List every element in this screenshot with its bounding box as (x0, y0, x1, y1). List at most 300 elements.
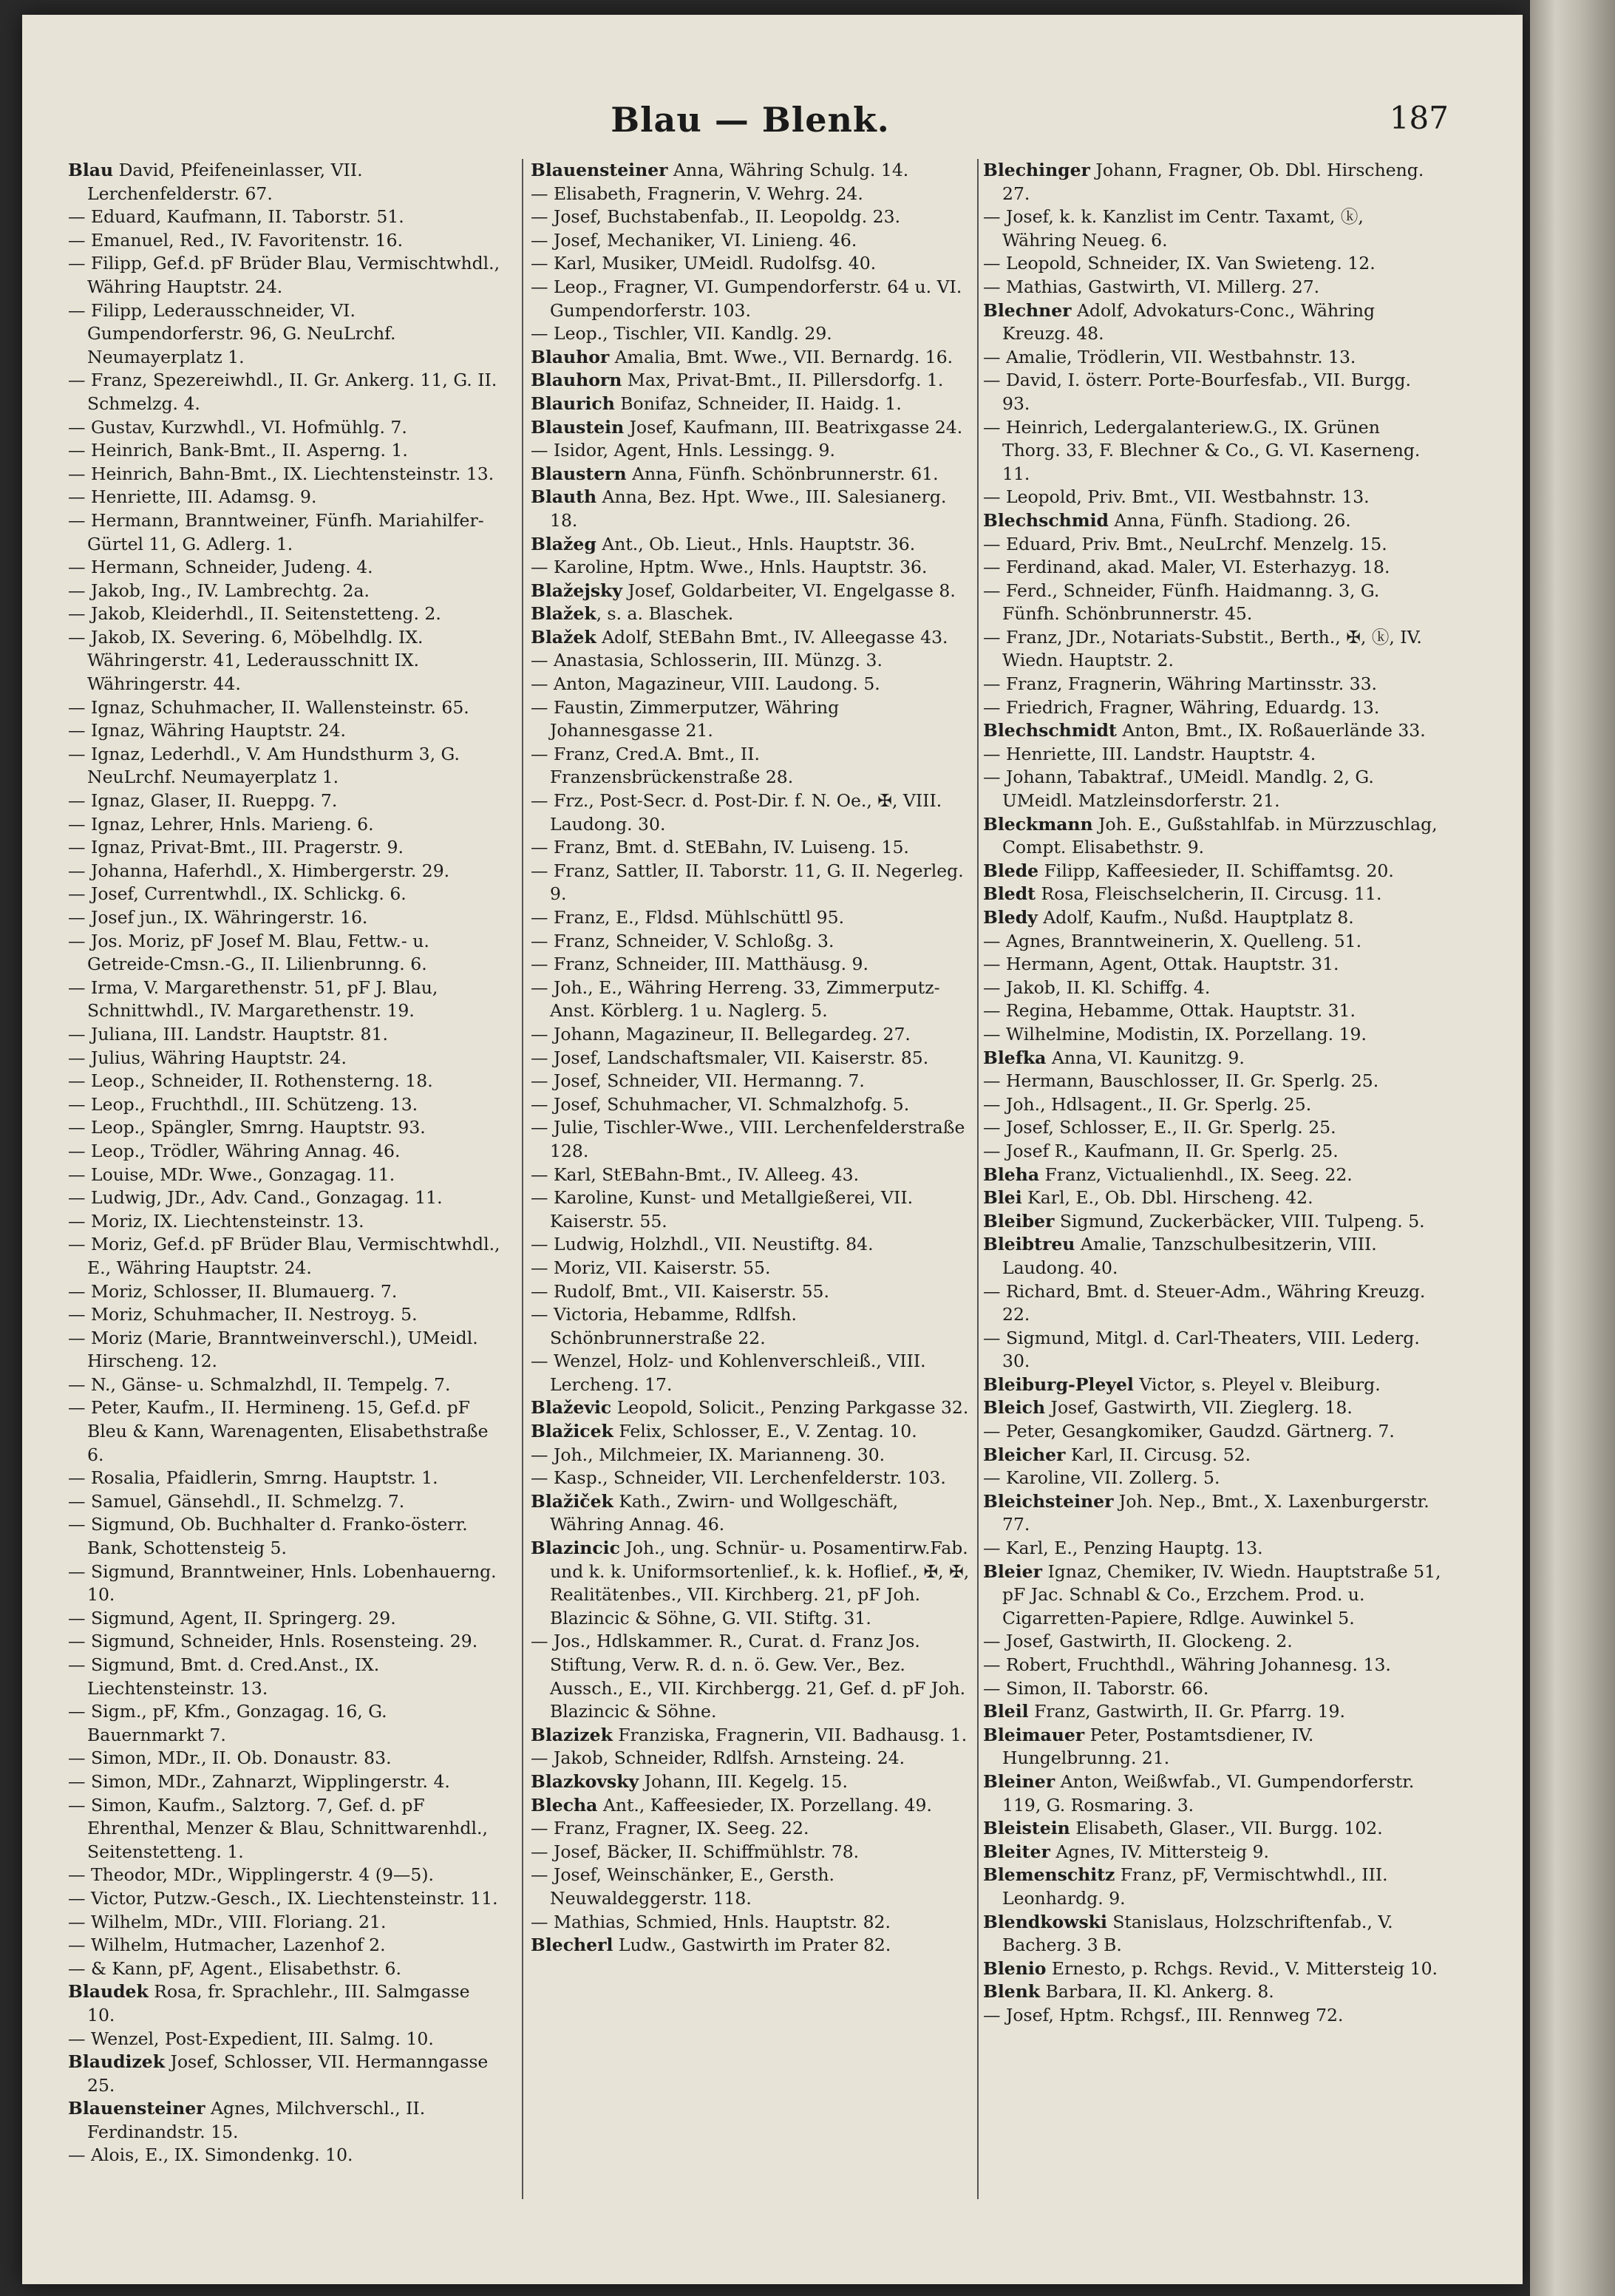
entry-text: — Hermann, Agent, Ottak. Hauptstr. 31. (983, 954, 1339, 975)
entry-text: Anton, Weißwfab., VI. Gumpendorferstr. 119, G. Rosmaring. 3. (1002, 1770, 1415, 1816)
directory-entry (68, 486, 503, 509)
directory-entry (531, 1444, 974, 1467)
directory-entry (68, 1093, 503, 1117)
directory-entry (983, 883, 1441, 906)
entry-surname: Blechschmidt (983, 720, 1117, 741)
entry-text: — Franz, E., Fldsd. Mühlschüttl 95. (531, 907, 845, 928)
entry-text: Franziska, Fragnerin, VII. Badhausg. 1. (612, 1724, 968, 1745)
entry-text: — Leopold, Schneider, IX. Van Swieteng. 12. (983, 253, 1376, 274)
directory-entry (531, 346, 974, 370)
entry-text: — Jakob, Kleiderhdl., II. Seitenstetteng. 2. (68, 603, 441, 625)
directory-entry (68, 1654, 503, 1700)
entry-text: — Franz, Spezereiwhdl., II. Gr. Ankerg. 11, G. II. Schmelzg. 4. (68, 370, 497, 414)
directory-entry (531, 836, 974, 860)
entry-text: — Josef, Schuhmacher, VI. Schmalzhofg. 5. (531, 1093, 910, 1115)
directory-entry (531, 486, 974, 532)
entry-text: , s. a. Blaschek. (596, 603, 734, 625)
entry-text: — Ignaz, Glaser, II. Rueppg. 7. (68, 790, 338, 812)
directory-entry (68, 602, 503, 626)
entry-text: Franz, pF, Vermischtwhdl., III. Leonhardg. 9. (1002, 1864, 1388, 1909)
directory-entry (531, 626, 974, 650)
directory-entry (983, 1093, 1441, 1117)
entry-text: — Karl, E., Penzing Hauptg. 13. (983, 1538, 1263, 1559)
entry-text: Johann, Fragner, Ob. Dbl. Hirscheng. 27. (1002, 160, 1424, 204)
directory-entry (983, 1396, 1441, 1420)
entry-text: — Agnes, Branntweinerin, X. Quelleng. 51. (983, 930, 1362, 951)
entry-text: — Leop., Tischler, VII. Kandlg. 29. (531, 323, 832, 344)
entry-text: Max, Privat-Bmt., II. Pillersdorfg. 1. (622, 370, 944, 391)
entry-surname: Bleier (983, 1560, 1043, 1582)
directory-entry (983, 1560, 1441, 1631)
entry-text: — Mathias, Gastwirth, VI. Millerg. 27. (983, 276, 1320, 297)
entry-text: David, Pfeifeneinlasser, VII. Lerchenfelderstr. 67. (87, 160, 363, 204)
entry-text: — Henriette, III. Adamsg. 9. (68, 486, 317, 508)
directory-entry (531, 369, 974, 393)
column-divider (522, 159, 523, 2199)
entry-text: — Frz., Post-Secr. d. Post-Dir. f. N. Oe., ✠, VIII. Laudong. 30. (531, 790, 942, 835)
entry-text: — Leop., Fruchthdl., III. Schützeng. 13. (68, 1093, 418, 1115)
entry-text: — Wilhelmine, Modistin, IX. Porzellang. 19. (983, 1023, 1367, 1045)
entry-text: — Josef, Schneider, VII. Hermanng. 7. (531, 1070, 865, 1092)
entry-text: — Julie, Tischler-Wwe., VIII. Lerchenfelderstraße 128. (531, 1117, 965, 1161)
directory-entry (983, 533, 1441, 557)
entry-text: — Richard, Bmt. d. Steuer-Adm., Währing Kreuzg. 22. (983, 1280, 1426, 1325)
entry-text: Adolf, StEBahn Bmt., IV. Alleegasse 43. (596, 626, 948, 648)
directory-entry (531, 649, 974, 673)
entry-text: — Louise, MDr. Wwe., Gonzagag. 11. (68, 1164, 395, 1185)
entry-text: — N., Gänse- u. Schmalzhdl, II. Tempelg. 7. (68, 1373, 451, 1395)
entry-text: Bonifaz, Schneider, II. Haidg. 1. (614, 393, 902, 414)
entry-text: Ant., Ob. Lieut., Hnls. Hauptstr. 36. (596, 533, 916, 554)
directory-entry (68, 416, 503, 440)
entry-text: — Sigmund, Schneider, Hnls. Rosensteing. 29. (68, 1631, 478, 1652)
entry-surname: Blažek (531, 626, 596, 648)
entry-text: — Karoline, VII. Zollerg. 5. (983, 1467, 1220, 1489)
directory-entry (531, 322, 974, 346)
directory-entry (68, 2144, 503, 2167)
directory-entry (983, 369, 1441, 415)
entry-text: — Rosalia, Pfaidlerin, Smrng. Hauptstr. 1. (68, 1467, 438, 1489)
entry-surname: Blechinger (983, 160, 1090, 180)
directory-entry (68, 1186, 503, 1210)
entry-text: — Ignaz, Währing Hauptstr. 24. (68, 720, 347, 741)
entry-surname: Blazkovsky (531, 1770, 639, 1792)
entry-text: Josef, Schlosser, VII. Hermanngasse 25. (87, 2051, 489, 2096)
entry-surname: Blauhor (531, 346, 610, 367)
directory-entry (983, 906, 1441, 930)
entry-text: — Moriz, Schlosser, II. Blumauerg. 7. (68, 1280, 398, 1302)
entry-text: — Moriz, IX. Liechtensteinstr. 13. (68, 1210, 364, 1232)
entry-text: — Ferd., Schneider, Fünfh. Haidmanng. 3, G. Fünfh. Schönbrunnerstr. 45. (983, 580, 1380, 625)
directory-entry (983, 1841, 1441, 1864)
entry-text: — Julius, Währing Hauptstr. 24. (68, 1047, 347, 1068)
entry-text: — Robert, Fruchthdl., Währing Johannesg. 13. (983, 1654, 1391, 1675)
entry-text: — Moriz, Schuhmacher, II. Nestroyg. 5. (68, 1304, 418, 1325)
entry-text: Ernesto, p. Rchgs. Revid., V. Mittersteig 10. (1046, 1957, 1438, 1979)
directory-entry (983, 299, 1441, 346)
directory-entry (68, 743, 503, 789)
entry-text: — Joh., E., Währing Herreng. 33, Zimmerputz-Anst. Körblerg. 1 u. Naglerg. 5. (531, 977, 940, 1022)
directory-entry (68, 509, 503, 556)
entry-text: — Alois, E., IX. Simondenkg. 10. (68, 2144, 353, 2166)
entry-text: — Karoline, Kunst- und Metallgießerei, VII. Kaiserstr. 55. (531, 1187, 914, 1232)
directory-entry (68, 1864, 503, 1887)
entry-surname: Bleiburg-Pleyel (983, 1373, 1134, 1395)
directory-entry (983, 1070, 1441, 1093)
entry-text: — Franz, Sattler, II. Taborstr. 11, G. II. Negerleg. 9. (531, 860, 964, 905)
entry-surname: Blau (68, 160, 114, 180)
entry-text: — Elisabeth, Fragnerin, V. Wehrg. 24. (531, 183, 863, 204)
entry-text: Josef, Kaufmann, III. Beatrixgasse 24. (624, 416, 963, 438)
entry-text: Filipp, Kaffeesieder, II. Schiffamtsg. 20. (1038, 860, 1394, 881)
entry-text: — Josef jun., IX. Währingerstr. 16. (68, 907, 368, 928)
entry-text: — Isidor, Agent, Hnls. Lessingg. 9. (531, 440, 835, 461)
entry-text: — Filipp, Gef.d. pF Brüder Blau, Vermischtwhdl., Währing Hauptstr. 24. (68, 253, 500, 297)
entry-text: Agnes, IV. Mittersteig 9. (1050, 1841, 1269, 1862)
entry-text: — Karoline, Hptm. Wwe., Hnls. Hauptstr. 36. (531, 557, 928, 578)
directory-entry (68, 696, 503, 720)
entry-text: — Filipp, Lederausschneider, VI. Gumpendorferstr. 96, G. NeuLrchf. Neumayerplatz 1. (68, 299, 396, 367)
directory-entry (983, 813, 1441, 860)
entry-surname: Blechschmid (983, 509, 1109, 531)
directory-entry (531, 1303, 974, 1350)
entry-surname: Blecha (531, 1794, 598, 1816)
entry-text: Adolf, Kaufm., Nußd. Hauptplatz 8. (1037, 907, 1354, 928)
directory-entry (983, 1980, 1441, 2004)
entry-text: — Leop., Schneider, II. Rothensterng. 18. (68, 1070, 433, 1092)
entry-text: — Kasp., Schneider, VII. Lerchenfelderstr. 103. (531, 1467, 946, 1489)
entry-text: Anton, Bmt., IX. Roßauerlände 33. (1116, 720, 1426, 741)
directory-entry (983, 977, 1441, 1000)
entry-text: — Josef, Bäcker, II. Schiffmühlstr. 78. (531, 1841, 860, 1862)
entry-text: — Karl, Musiker, UMeidl. Rudolfsg. 40. (531, 253, 877, 274)
entry-text: — David, I. österr. Porte-Bourfesfab., VII. Burgg. 93. (983, 370, 1412, 414)
directory-entry (68, 1770, 503, 1794)
directory-entry (68, 1887, 503, 1911)
entry-text: — Sigmund, Branntweiner, Hnls. Lobenhauerng. 10. (68, 1560, 497, 1606)
entry-text: — Franz, Fragner, IX. Seeg. 22. (531, 1818, 809, 1839)
directory-entry (68, 906, 503, 930)
directory-entry (983, 486, 1441, 509)
directory-entry (531, 183, 974, 206)
entry-text: — Faustin, Zimmerputzer, Währing Johannesgasse 21. (531, 696, 840, 741)
entry-text: — Peter, Gesangkomiker, Gaudzd. Gärtnerg. 7. (983, 1421, 1395, 1442)
directory-entry (68, 1747, 503, 1770)
directory-entry (68, 789, 503, 813)
directory-entry (531, 1233, 974, 1257)
directory-entry (983, 953, 1441, 977)
directory-entry (983, 1630, 1441, 1654)
entry-text: Felix, Schlosser, E., V. Zentag. 10. (613, 1421, 917, 1442)
entry-text: — Johann, Magazineur, II. Bellegardeg. 27. (531, 1023, 911, 1045)
directory-entry (68, 977, 503, 1023)
entry-text: — Ferdinand, akad. Maler, VI. Esterhazyg. 18. (983, 557, 1390, 578)
entry-text: Elisabeth, Glaser., VII. Burgg. 102. (1070, 1818, 1383, 1839)
entry-text: Anna, Währing Schulg. 14. (667, 160, 909, 180)
entry-text: — Joh., Hdlsagent., II. Gr. Sperlg. 25. (983, 1093, 1312, 1115)
entry-text: Amalia, Bmt. Wwe., VII. Bernardg. 16. (609, 346, 953, 367)
entry-surname: Blaudizek (68, 2051, 166, 2073)
entry-text: — Josef, Weinschänker, E., Gersth. Neuwaldeggerstr. 118. (531, 1864, 834, 1909)
directory-entry (531, 1047, 974, 1070)
entry-text: — Hermann, Bauschlosser, II. Gr. Sperlg. 25. (983, 1070, 1379, 1092)
entry-text: — Irma, V. Margarethenstr. 51, pF J. Blau, Schnittwhdl., IV. Margarethenstr. 19. (68, 977, 438, 1022)
entry-text: — Jos., Hdlskammer. R., Curat. d. Franz Jos. Stiftung, Verw. R. d. n. ö. Gew. Ver., Bez. Aussch., E., VII. Kirchbergg. 21, Gef. d. pF Joh. Blazincic & Söhne. (531, 1631, 966, 1722)
entry-surname: Blenio (983, 1957, 1047, 1979)
directory-entry (531, 743, 974, 789)
directory-entry (983, 1023, 1441, 1047)
entry-text: Anna, Fünfh. Schönbrunnerstr. 61. (626, 463, 939, 484)
entry-surname: Blefka (983, 1047, 1047, 1068)
entry-text: — Josef, Mechaniker, VI. Linieng. 46. (531, 229, 857, 251)
entry-text: — Jakob, Schneider, Rdlfsh. Arnsteing. 24. (531, 1748, 905, 1769)
entry-surname: Bleiter (983, 1841, 1050, 1862)
entry-surname: Blazizek (531, 1724, 613, 1745)
directory-entry (983, 1490, 1441, 1537)
entry-text: — Henriette, III. Landstr. Hauptstr. 4. (983, 743, 1316, 764)
directory-entry (983, 626, 1441, 673)
entry-text: — Simon, Kaufm., Salztorg. 7, Gef. d. pF Ehrenthal, Menzer & Blau, Schnittwarenhdl., Seitenstetteng. 1. (68, 1794, 488, 1862)
entry-text: — Ignaz, Schuhmacher, II. Wallensteinstr. 65. (68, 696, 469, 718)
directory-entry (531, 1911, 974, 1935)
directory-entry (531, 1794, 974, 1818)
entry-text: — Franz, Fragnerin, Währing Martinsstr. 33. (983, 673, 1378, 695)
directory-entry (531, 1490, 974, 1537)
directory-entry (68, 1210, 503, 1234)
entry-text: — Emanuel, Red., IV. Favoritenstr. 16. (68, 229, 404, 251)
entry-text: — Josef, Hptm. Rchgsf., III. Rennweg 72. (983, 2004, 1344, 2025)
directory-entry (983, 276, 1441, 299)
directory-entry (983, 1770, 1441, 1817)
directory-entry (531, 1350, 974, 1396)
directory-entry (68, 1630, 503, 1654)
entry-text: — Simon, MDr., II. Ob. Donaustr. 83. (68, 1748, 392, 1769)
entry-text: Peter, Postamtsdiener, IV. Hungelbrunng. 21. (1002, 1724, 1314, 1769)
directory-entry (531, 1186, 974, 1233)
entry-text: — Jakob, II. Kl. Schiffg. 4. (983, 977, 1211, 998)
entry-text: Karl, E., Ob. Dbl. Hirscheng. 42. (1021, 1187, 1313, 1209)
directory-entry (68, 1957, 503, 1981)
entry-text: — Juliana, III. Landstr. Hauptstr. 81. (68, 1023, 388, 1045)
entry-surname: Bleich (983, 1397, 1046, 1419)
directory-entry (531, 1864, 974, 1910)
entry-text: — Josef R., Kaufmann, II. Gr. Sperlg. 25. (983, 1140, 1339, 1161)
entry-text: — Leop., Fragner, VI. Gumpendorferstr. 64 u. VI. Gumpendorferstr. 103. (531, 276, 962, 321)
entry-text: — & Kann, pF, Agent., Elisabethstr. 6. (68, 1957, 401, 1979)
directory-entry (983, 1537, 1441, 1560)
directory-entry (531, 602, 974, 626)
entry-text: Sigmund, Zuckerbäcker, VIII. Tulpeng. 5. (1054, 1210, 1425, 1232)
directory-entry (531, 1420, 974, 1444)
entry-text: — Simon, II. Taborstr. 66. (983, 1677, 1209, 1699)
directory-entry (531, 860, 974, 906)
directory-entry (983, 2004, 1441, 2028)
directory-entry (983, 743, 1441, 767)
entry-surname: Bleiber (983, 1210, 1055, 1232)
directory-entry (531, 556, 974, 580)
entry-text: Kath., Zwirn- und Wollgeschäft, Währing Annag. 46. (550, 1490, 899, 1535)
directory-entry (68, 1140, 503, 1164)
entry-surname: Bleiner (983, 1770, 1055, 1792)
directory-entry (983, 509, 1441, 533)
directory-entry (68, 2097, 503, 2144)
entry-text: — Josef, Gastwirth, II. Glockeng. 2. (983, 1631, 1293, 1652)
directory-entry (531, 1724, 974, 1748)
entry-text: — Sigmund, Bmt. d. Cred.Anst., IX. Liechtensteinstr. 13. (68, 1654, 380, 1699)
directory-entry (983, 1164, 1441, 1187)
book-spine (1530, 0, 1615, 2296)
directory-entry (983, 346, 1441, 370)
entry-text: — Leop., Trödler, Währing Annag. 46. (68, 1140, 401, 1161)
entry-surname: Blaudek (68, 1981, 149, 2003)
directory-entry (531, 1023, 974, 1047)
entry-text: — Eduard, Priv. Bmt., NeuLrchf. Menzelg. 15. (983, 533, 1387, 554)
entry-text: — Moriz, VII. Kaiserstr. 55. (531, 1257, 771, 1278)
directory-entry (531, 977, 974, 1023)
directory-entry (531, 533, 974, 557)
directory-entry (68, 1023, 503, 1047)
directory-entry (983, 416, 1441, 486)
directory-entry (68, 836, 503, 860)
entry-text: Josef, Goldarbeiter, VI. Engelgasse 8. (622, 580, 956, 601)
directory-entry (983, 1911, 1441, 1957)
entry-text: — Ignaz, Lehrer, Hnls. Marieng. 6. (68, 813, 374, 835)
directory-entry (531, 252, 974, 276)
entry-text: Amalie, Tanzschulbesitzerin, VIII. Laudong. 40. (1002, 1234, 1377, 1278)
entry-text: — Heinrich, Ledergalanteriew.G., IX. Grünen Thorg. 33, F. Blechner & Co., G. VI. Kaserneng. 11. (983, 416, 1421, 484)
directory-entry (983, 930, 1441, 954)
entry-text: — Mathias, Schmied, Hnls. Hauptstr. 82. (531, 1911, 891, 1932)
directory-entry (531, 789, 974, 836)
directory-entry (531, 953, 974, 977)
entry-text: Rosa, fr. Sprachlehr., III. Salmgasse 10. (87, 1981, 470, 2025)
directory-entry (983, 556, 1441, 580)
directory-entry (983, 1327, 1441, 1373)
entry-text: — Samuel, Gänsehdl., II. Schmelzg. 7. (68, 1490, 405, 1512)
directory-entry (68, 1116, 503, 1140)
directory-entry (68, 1396, 503, 1467)
entry-text: Franz, Victualienhdl., IX. Seeg. 22. (1039, 1164, 1353, 1185)
directory-entry (531, 673, 974, 696)
directory-entry (531, 930, 974, 954)
directory-entry (983, 1186, 1441, 1210)
directory-entry (68, 1467, 503, 1490)
entry-surname: Blažicek (531, 1421, 613, 1442)
entry-text: — Wilhelm, Hutmacher, Lazenhof 2. (68, 1935, 386, 1956)
directory-entry (983, 1724, 1441, 1770)
directory-entry (531, 1164, 974, 1187)
directory-entry (531, 580, 974, 603)
entry-text: — Ignaz, Lederhdl., V. Am Hundsthurm 3, G. NeuLrchf. Neumayerplatz 1. (68, 743, 460, 788)
entry-surname: Bleha (983, 1164, 1040, 1185)
entry-text: Anna, VI. Kaunitzg. 9. (1046, 1047, 1245, 1068)
entry-text: — Simon, MDr., Zahnarzt, Wipplingerstr. 4. (68, 1770, 450, 1792)
directory-entry (531, 1093, 974, 1117)
directory-entry (531, 1396, 974, 1420)
directory-entry (68, 1700, 503, 1747)
entry-surname: Blaustern (531, 463, 627, 484)
entry-text: — Johanna, Haferhdl., X. Himbergerstr. 29. (68, 860, 450, 881)
entry-text: Rosa, Fleischselcherin, II. Circusg. 11. (1036, 883, 1382, 905)
directory-entry (68, 1047, 503, 1070)
entry-surname: Blede (983, 860, 1039, 881)
entry-text: — Victoria, Hebamme, Rdlfsh. Schönbrunnerstraße 22. (531, 1304, 797, 1348)
entry-surname: Bleistein (983, 1818, 1070, 1839)
directory-entry (983, 673, 1441, 696)
entry-text: — Jos. Moriz, pF Josef M. Blau, Fettw.- u. Getreide-Cmsn.-G., II. Lilienbrunng. 6. (68, 930, 429, 975)
entry-text: — Leopold, Priv. Bmt., VII. Westbahnstr. 13. (983, 486, 1370, 508)
directory-entry (68, 580, 503, 603)
directory-entry (531, 1934, 974, 1957)
column-divider (977, 159, 979, 2199)
entry-text: Joh., ung. Schnür- u. Posamentirw.Fab. und k. k. Uniformsortenlief., k. k. Hoflief., ✠, ✠, Realitätenbes., VII. Kirchberg. 21, pF Joh. Blazincic & Söhne, G. VII. Stiftg. 31. (550, 1538, 970, 1628)
entry-text: — Moriz (Marie, Branntweinverschl.), UMeidl. Hirscheng. 12. (68, 1327, 478, 1372)
directory-entry (531, 393, 974, 416)
entry-text: — Theodor, MDr., Wipplingerstr. 4 (9—5). (68, 1864, 435, 1886)
entry-text: — Ignaz, Privat-Bmt., III. Pragerstr. 9. (68, 837, 404, 858)
entry-text: — Wenzel, Post-Expedient, III. Salmg. 10. (68, 2028, 434, 2049)
entry-text: — Anastasia, Schlosserin, III. Münzg. 3. (531, 650, 883, 671)
entry-text: — Hermann, Branntweiner, Fünfh. Mariahilfer-Gürtel 11, G. Adlerg. 1. (68, 509, 484, 554)
entry-surname: Bleichsteiner (983, 1490, 1114, 1512)
directory-entry (531, 1747, 974, 1770)
entry-surname: Blenk (983, 1981, 1041, 2003)
entry-text: — Josef, Schlosser, E., II. Gr. Sperlg. 25. (983, 1117, 1336, 1138)
entry-surname: Bleckmann (983, 813, 1093, 835)
entry-surname: Blauensteiner (68, 2098, 205, 2119)
column-1 (68, 159, 503, 2229)
entry-text: — Jakob, Ing., IV. Lambrechtg. 2a. (68, 580, 370, 601)
directory-entry (983, 1116, 1441, 1140)
directory-entry (68, 229, 503, 253)
directory-entry (983, 860, 1441, 883)
entry-text: — Eduard, Kaufmann, II. Taborstr. 51. (68, 206, 404, 228)
directory-entry (531, 1817, 974, 1841)
directory-entry (531, 1841, 974, 1864)
entry-surname: Bleimauer (983, 1724, 1085, 1745)
directory-entry (531, 159, 974, 183)
entry-surname: Bledy (983, 907, 1038, 928)
entry-text: — Ludwig, JDr., Adv. Cand., Gonzagag. 11. (68, 1187, 443, 1209)
entry-text: — Peter, Kaufm., II. Hermineng. 15, Gef.d. pF Bleu & Kann, Warenagenten, Elisabethstraße 6. (68, 1397, 489, 1465)
entry-surname: Blažiček (531, 1490, 613, 1512)
directory-entry (68, 206, 503, 229)
directory-entry (68, 930, 503, 977)
entry-text: — Ludwig, Holzhdl., VII. Neustiftg. 84. (531, 1234, 874, 1255)
directory-entry (68, 860, 503, 883)
entry-surname: Blaustein (531, 416, 625, 438)
directory-entry (68, 2028, 503, 2051)
entry-surname: Blažeg (531, 533, 596, 554)
directory-entry (983, 1467, 1441, 1490)
directory-entry (68, 463, 503, 486)
entry-text: Anna, Bez. Hpt. Wwe., III. Salesianerg. 18. (550, 486, 947, 531)
directory-entry (68, 1373, 503, 1397)
entry-text: Agnes, Milchverschl., II. Ferdinandstr. 15. (87, 2098, 426, 2142)
entry-text: Ant., Kaffeesieder, IX. Porzellang. 49. (597, 1794, 932, 1816)
entry-text: — Regina, Hebamme, Ottak. Hauptstr. 31. (983, 1000, 1356, 1022)
directory-entry (983, 206, 1441, 252)
entry-text: Ludw., Gastwirth im Prater 82. (613, 1935, 891, 1956)
entry-surname: Blauth (531, 486, 597, 508)
directory-entry (68, 626, 503, 696)
entry-text: — Josef, k. k. Kanzlist im Centr. Taxamt, ⓚ, Währing Neueg. 6. (983, 206, 1364, 251)
entry-text: Victor, s. Pleyel v. Bleiburg. (1133, 1373, 1381, 1395)
directory-entry (983, 580, 1441, 626)
entry-text: — Franz, Schneider, V. Schloßg. 3. (531, 930, 834, 951)
directory-entry (68, 1233, 503, 1280)
entry-text: — Josef, Currentwhdl., IX. Schlickg. 6. (68, 883, 407, 905)
